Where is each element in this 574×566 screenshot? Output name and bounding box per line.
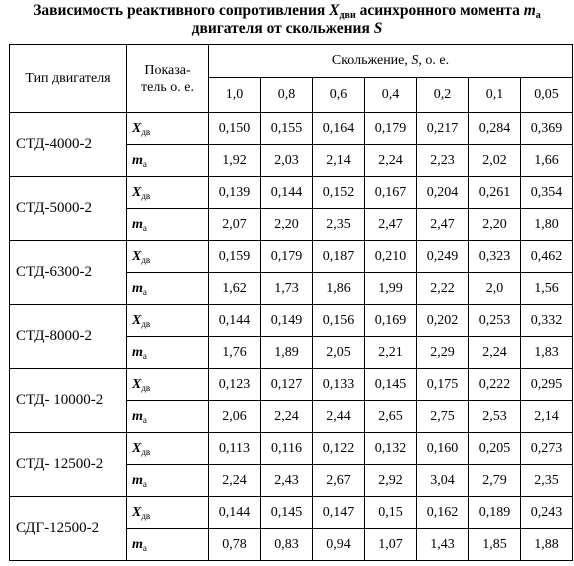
slip-value: 0,1 xyxy=(469,78,521,113)
indicator-letter: m xyxy=(132,344,143,360)
indicator-letter: X xyxy=(132,440,142,456)
motor-type-cell: СДГ-12500-2 xyxy=(10,497,127,561)
indicator-subscript: а xyxy=(142,222,147,233)
header-slip-symbol: S xyxy=(411,53,419,68)
value-cell: 0,249 xyxy=(417,241,469,273)
value-cell: 0,323 xyxy=(469,241,521,273)
title-text: двигателя от скольжения xyxy=(191,20,374,37)
value-cell: 0,149 xyxy=(261,305,313,337)
table-row xyxy=(10,113,573,145)
table-row xyxy=(10,305,573,337)
value-cell: 0,144 xyxy=(261,177,313,209)
value-cell: 0,205 xyxy=(469,433,521,465)
indicator-m xyxy=(127,337,209,369)
value-cell: 1,80 xyxy=(521,209,573,241)
indicator-x xyxy=(127,113,209,145)
value-cell: 0,160 xyxy=(417,433,469,465)
value-cell: 2,24 xyxy=(469,337,521,369)
value-cell: 1,43 xyxy=(417,529,469,561)
value-cell: 0,83 xyxy=(261,529,313,561)
value-cell: 0,164 xyxy=(313,113,365,145)
indicator-x xyxy=(127,305,209,337)
slip-value: 0,4 xyxy=(365,78,417,113)
value-cell: 0,273 xyxy=(521,433,573,465)
value-cell: 0,145 xyxy=(261,497,313,529)
value-cell: 0,156 xyxy=(313,305,365,337)
title-m-letter: m xyxy=(523,2,536,19)
value-cell: 2,21 xyxy=(365,337,417,369)
value-cell: 0,147 xyxy=(313,497,365,529)
value-cell: 2,47 xyxy=(417,209,469,241)
value-cell: 0,202 xyxy=(417,305,469,337)
value-cell: 0,169 xyxy=(365,305,417,337)
motor-type-cell: СТД-5000-2 xyxy=(10,177,127,241)
value-cell: 3,04 xyxy=(417,465,469,497)
value-cell: 2,05 xyxy=(313,337,365,369)
indicator-subscript: дв xyxy=(141,318,151,329)
value-cell: 0,139 xyxy=(209,177,261,209)
motor-type-cell: СТД-6300-2 xyxy=(10,241,127,305)
indicator-subscript: а xyxy=(142,158,147,169)
value-cell: 0,78 xyxy=(209,529,261,561)
indicator-subscript: а xyxy=(142,478,147,489)
header-indicator-line2: тель о. е. xyxy=(141,79,194,95)
value-cell: 0,159 xyxy=(209,241,261,273)
value-cell: 2,92 xyxy=(365,465,417,497)
value-cell: 0,210 xyxy=(365,241,417,273)
value-cell: 2,35 xyxy=(313,209,365,241)
value-cell: 0,222 xyxy=(469,369,521,401)
value-cell: 0,204 xyxy=(417,177,469,209)
indicator-letter: X xyxy=(132,504,142,520)
table-row xyxy=(10,433,573,465)
value-cell: 0,144 xyxy=(209,305,261,337)
title-x-symbol xyxy=(329,2,356,19)
value-cell: 2,07 xyxy=(209,209,261,241)
indicator-letter: X xyxy=(132,184,142,200)
value-cell: 1,85 xyxy=(469,529,521,561)
value-cell: 0,162 xyxy=(417,497,469,529)
value-cell: 2,24 xyxy=(261,401,313,433)
value-cell: 2,44 xyxy=(313,401,365,433)
value-cell: 2,47 xyxy=(365,209,417,241)
header-slip xyxy=(209,45,573,78)
value-cell: 0,123 xyxy=(209,369,261,401)
indicator-x xyxy=(127,241,209,273)
value-cell: 0,187 xyxy=(313,241,365,273)
value-cell: 0,155 xyxy=(261,113,313,145)
value-cell: 0,133 xyxy=(313,369,365,401)
value-cell: 0,94 xyxy=(313,529,365,561)
indicator-subscript: а xyxy=(142,350,147,361)
value-cell: 2,75 xyxy=(417,401,469,433)
header-indicator xyxy=(127,45,209,113)
indicator-letter: m xyxy=(132,536,143,552)
value-cell: 2,0 xyxy=(469,273,521,305)
value-cell: 2,20 xyxy=(261,209,313,241)
indicator-m xyxy=(127,529,209,561)
indicator-subscript: дв xyxy=(141,510,151,521)
value-cell: 2,20 xyxy=(469,209,521,241)
value-cell: 0,122 xyxy=(313,433,365,465)
value-cell: 2,24 xyxy=(365,145,417,177)
value-cell: 1,76 xyxy=(209,337,261,369)
indicator-letter: m xyxy=(132,152,143,168)
value-cell: 1,56 xyxy=(521,273,573,305)
header-type: Тип двигателя xyxy=(10,45,127,113)
value-cell: 0,127 xyxy=(261,369,313,401)
value-cell: 2,43 xyxy=(261,465,313,497)
value-cell: 1,92 xyxy=(209,145,261,177)
value-cell: 2,29 xyxy=(417,337,469,369)
title-line-2 xyxy=(0,20,574,38)
slip-value: 0,6 xyxy=(313,78,365,113)
indicator-subscript: дв xyxy=(141,254,151,265)
value-cell: 1,62 xyxy=(209,273,261,305)
value-cell: 2,24 xyxy=(209,465,261,497)
header-slip-text: Скольжение, xyxy=(331,53,412,68)
value-cell: 2,23 xyxy=(417,145,469,177)
indicator-x xyxy=(127,369,209,401)
slip-value: 0,2 xyxy=(417,78,469,113)
value-cell: 0,332 xyxy=(521,305,573,337)
value-cell: 0,354 xyxy=(521,177,573,209)
indicator-x xyxy=(127,433,209,465)
value-cell: 0,152 xyxy=(313,177,365,209)
value-cell: 0,116 xyxy=(261,433,313,465)
title-m-subscript: а xyxy=(535,10,541,21)
value-cell: 0,462 xyxy=(521,241,573,273)
indicator-subscript: дв xyxy=(141,126,151,137)
indicator-letter: X xyxy=(132,248,142,264)
indicator-letter: X xyxy=(132,312,142,328)
motor-type-cell: СТД-8000-2 xyxy=(10,305,127,369)
value-cell: 2,53 xyxy=(469,401,521,433)
value-cell: 0,189 xyxy=(469,497,521,529)
value-cell: 0,261 xyxy=(469,177,521,209)
value-cell: 1,66 xyxy=(521,145,573,177)
motor-type-cell: СТД- 10000-2 xyxy=(10,369,127,433)
indicator-m xyxy=(127,465,209,497)
indicator-subscript: дв xyxy=(141,446,151,457)
value-cell: 0,145 xyxy=(365,369,417,401)
value-cell: 0,243 xyxy=(521,497,573,529)
motor-type-cell: СТД- 12500-2 xyxy=(10,433,127,497)
indicator-m xyxy=(127,145,209,177)
value-cell: 0,295 xyxy=(521,369,573,401)
value-cell: 2,67 xyxy=(313,465,365,497)
header-row xyxy=(10,45,573,78)
indicator-x xyxy=(127,177,209,209)
indicator-subscript: дв xyxy=(141,382,151,393)
title-m-symbol xyxy=(524,2,541,19)
indicator-subscript: дв xyxy=(141,190,151,201)
indicator-letter: X xyxy=(132,376,142,392)
indicator-letter: m xyxy=(132,408,143,424)
title-s-symbol: S xyxy=(373,20,383,37)
value-cell: 1,07 xyxy=(365,529,417,561)
indicator-subscript: а xyxy=(142,414,147,425)
value-cell: 0,175 xyxy=(417,369,469,401)
indicator-m xyxy=(127,209,209,241)
value-cell: 2,79 xyxy=(469,465,521,497)
title-text: Зависимость реактивного сопротивления xyxy=(33,2,330,19)
indicator-subscript: а xyxy=(142,286,147,297)
indicator-letter: m xyxy=(132,216,143,232)
indicator-letter: m xyxy=(132,280,143,296)
indicator-x xyxy=(127,497,209,529)
data-table xyxy=(9,44,573,561)
value-cell: 2,06 xyxy=(209,401,261,433)
value-cell: 0,132 xyxy=(365,433,417,465)
value-cell: 0,284 xyxy=(469,113,521,145)
table-body xyxy=(10,113,573,561)
value-cell: 0,150 xyxy=(209,113,261,145)
title-x-letter: X xyxy=(329,2,340,19)
value-cell: 1,89 xyxy=(261,337,313,369)
value-cell: 1,73 xyxy=(261,273,313,305)
indicator-m xyxy=(127,401,209,433)
title-text: асинхронного момента xyxy=(355,2,524,19)
value-cell: 0,113 xyxy=(209,433,261,465)
value-cell: 1,88 xyxy=(521,529,573,561)
value-cell: 2,65 xyxy=(365,401,417,433)
value-cell: 0,217 xyxy=(417,113,469,145)
header-slip-text: , о. е. xyxy=(418,53,450,68)
header-indicator-line1: Показа- xyxy=(144,62,191,78)
table-row xyxy=(10,177,573,209)
value-cell: 2,35 xyxy=(521,465,573,497)
value-cell: 2,14 xyxy=(521,401,573,433)
value-cell: 2,14 xyxy=(313,145,365,177)
value-cell: 1,83 xyxy=(521,337,573,369)
value-cell: 0,179 xyxy=(365,113,417,145)
indicator-subscript: а xyxy=(142,542,147,553)
slip-value: 0,8 xyxy=(261,78,313,113)
value-cell: 0,253 xyxy=(469,305,521,337)
table-row xyxy=(10,497,573,529)
indicator-letter: m xyxy=(132,472,143,488)
title-line-1 xyxy=(0,2,574,20)
value-cell: 0,369 xyxy=(521,113,573,145)
table-row xyxy=(10,241,573,273)
value-cell: 0,15 xyxy=(365,497,417,529)
value-cell: 0,167 xyxy=(365,177,417,209)
title-x-subscript: дви xyxy=(339,10,356,21)
table-row xyxy=(10,369,573,401)
slip-value: 1,0 xyxy=(209,78,261,113)
slip-value: 0,05 xyxy=(521,78,573,113)
table-title xyxy=(0,2,574,38)
indicator-letter: X xyxy=(132,120,142,136)
value-cell: 2,03 xyxy=(261,145,313,177)
value-cell: 2,22 xyxy=(417,273,469,305)
value-cell: 0,179 xyxy=(261,241,313,273)
motor-type-cell: СТД-4000-2 xyxy=(10,113,127,177)
value-cell: 2,02 xyxy=(469,145,521,177)
value-cell: 0,144 xyxy=(209,497,261,529)
value-cell: 1,86 xyxy=(313,273,365,305)
indicator-m xyxy=(127,273,209,305)
value-cell: 1,99 xyxy=(365,273,417,305)
